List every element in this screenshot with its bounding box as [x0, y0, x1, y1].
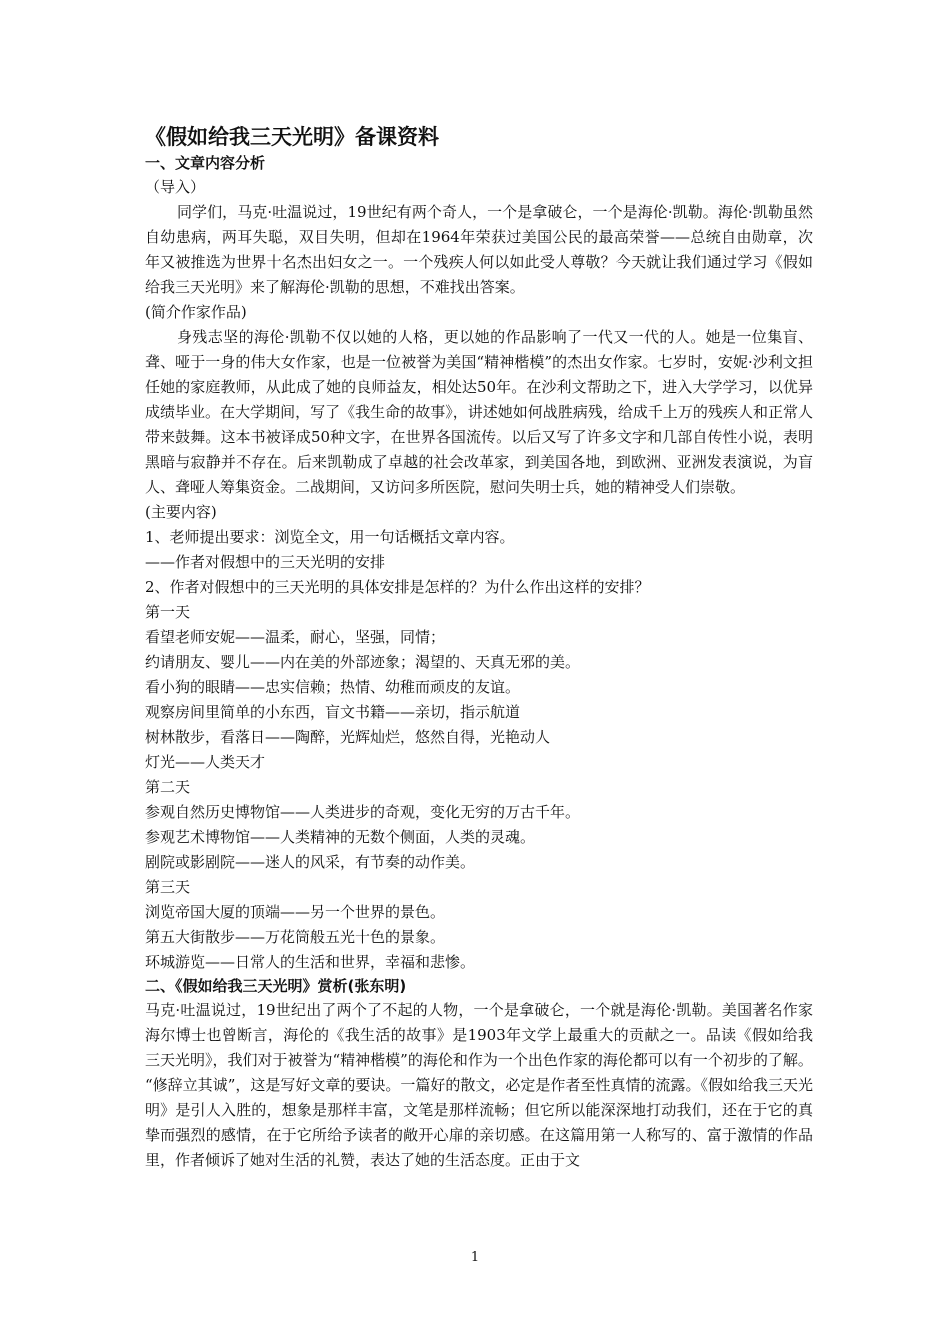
intro-paragraph: 同学们，马克·吐温说过，19世纪有两个奇人，一个是拿破仑，一个是海伦·凯勒。海伦·凯勒虽然自幼患病，两耳失聪，双目失明，但却在1964年荣获过美国公民的最高荣誉——总统自由勋章，次年又被推选为世界十名杰出妇女之一。一个残疾人何以如此受人尊敬？今天就让我们通过学习《假如给我三天光明》来了解海伦·凯勒的思想，不难找出答案。: [145, 203, 813, 296]
content-line: 约请朋友、婴儿——内在美的外部迹象；渴望的、天真无邪的美。: [145, 653, 581, 671]
content-line: 2、作者对假想中的三天光明的具体安排是怎样的？为什么作出这样的安排？: [145, 578, 650, 596]
intro-label: （导入）: [145, 178, 206, 196]
content-line: 剧院或影剧院——迷人的风采，有节奏的动作美。: [145, 853, 476, 871]
content-line: 树林散步，看落日——陶醉，光辉灿烂，悠然自得，光艳动人: [145, 728, 551, 746]
content-line: 看望老师安妮——温柔，耐心，坚强，同情；: [145, 628, 446, 646]
day-heading: 第三天: [145, 878, 191, 896]
content-line: 参观艺术博物馆——人类精神的无数个侧面，人类的灵魂。: [145, 828, 536, 846]
bio-paragraph: 身残志坚的海伦·凯勒不仅以她的人格，更以她的作品影响了一代又一代的人。她是一位集盲、聋、哑于一身的伟大女作家，也是一位被誉为美国“精神楷模”的杰出女作家。七岁时，安妮·沙利文担任她的家庭教师，从此成了她的良师益友，相处达50年。在沙利文帮助之下，进入大学学习，以优异成绩毕业。在大学期间，写了《我生命的故事》，讲述她如何战胜病残，给成千上万的残疾人和正常人带来鼓舞。这本书被译成50种文字，在世界各国流传。以后又写了许多文字和几部自传性小说，表明黑暗与寂静并不存在。后来凯勒成了卓越的社会改革家，到美国各地，到欧洲、亚洲发表演说，为盲人、聋哑人筹集资金。二战期间，又访问多所医院，慰问失明士兵，她的精神受人们崇敬。: [145, 328, 813, 496]
document-body: [145, 122, 813, 1173]
appreciation-paragraph-1: 马克·吐温说过，19世纪出了两个了不起的人物，一个是拿破仑，一个就是海伦·凯勒。美国著名作家海尔博士也曾断言，海伦的《我生活的故事》是1903年文学上最重大的贡献之一。品读《假如给我三天光明》，我们对于被誉为“精神楷模”的海伦和作为一个出色作家的海伦都可以有一个初步的了解。: [145, 1001, 813, 1069]
page-number: 1: [470, 1250, 480, 1265]
content-line: 观察房间里简单的小东西，盲文书籍——亲切，指示航道: [145, 703, 521, 721]
bio-label: (简介作家作品): [145, 303, 247, 321]
section-heading-1: 一、文章内容分析: [145, 154, 266, 172]
day-heading: 第二天: [145, 778, 191, 796]
section-heading-2: 二、《假如给我三天光明》赏析(张东明): [145, 977, 407, 995]
document-title: 《假如给我三天光明》备课资料: [145, 125, 439, 149]
content-line: 参观自然历史博物馆——人类进步的奇观，变化无穷的万古千年。: [145, 803, 581, 821]
content-line: 1、老师提出要求：浏览全文，用一句话概括文章内容。: [145, 528, 515, 546]
content-line: 浏览帝国大厦的顶端——另一个世界的景色。: [145, 903, 446, 921]
content-line: 环城游览——日常人的生活和世界，幸福和悲惨。: [145, 953, 476, 971]
content-line: 第五大街散步——万花筒般五光十色的景象。: [145, 928, 446, 946]
content-line: 灯光——人类天才: [145, 753, 266, 771]
main-content-label: (主要内容): [145, 503, 217, 521]
appreciation-paragraph-2: “修辞立其诚”，这是写好文章的要诀。一篇好的散文，必定是作者至性真情的流露。《假如给我三天光明》是引人入胜的，想象是那样丰富，文笔是那样流畅；但它所以能深深地打动我们，还在于它的真挚而强烈的感情，在于它所给予读者的敞开心扉的亲切感。在这篇用第一人称写的、富于激情的作品里，作者倾诉了她对生活的礼赞，表达了她的生活态度。正由于文: [145, 1076, 813, 1169]
content-line: ——作者对假想中的三天光明的安排: [145, 553, 386, 571]
day-heading: 第一天: [145, 603, 191, 621]
content-line: 看小狗的眼睛——忠实信赖；热情、幼稚而顽皮的友谊。: [145, 678, 521, 696]
